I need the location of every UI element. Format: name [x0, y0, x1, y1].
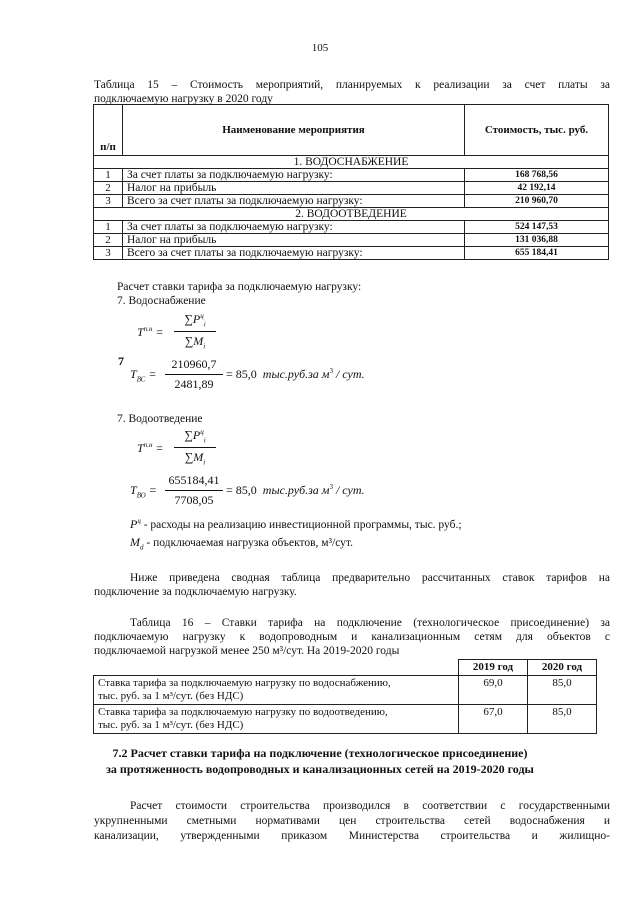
table-row — [94, 182, 609, 195]
water-calc-lhs: $T_{ВС}$ = — [130, 367, 157, 384]
table16-header-row — [94, 660, 597, 676]
section-row — [94, 156, 609, 169]
water-formula-numerator: $\sum P^ц_i$ — [184, 312, 206, 329]
table-row — [94, 247, 609, 260]
water-calc-denominator: 2481,89 — [174, 377, 214, 391]
table15-caption-line2: подключаемую нагрузку в 2020 году — [94, 93, 273, 105]
table-row — [94, 169, 609, 182]
rate-value-2019: 69,0 — [459, 676, 528, 705]
fraction-bar — [174, 331, 216, 332]
row-name: Всего за счет платы за подключаемую нагрузку: — [123, 195, 465, 208]
year-header: 2019 год — [459, 660, 528, 676]
empty-header-cell — [94, 660, 459, 676]
row-value: 42 192,14 — [465, 182, 609, 195]
final-paragraph-line3: канализации, утвержденными приказом Министерства строительства и жилищно- — [94, 830, 610, 842]
row-name: За счет платы за подключаемую нагрузку: — [123, 221, 465, 234]
row-num: 2 — [94, 234, 123, 247]
table16-caption-line2: подключаемую нагрузку к водопроводным и канализационным сетям для объектов с — [94, 631, 610, 643]
fraction-bar — [165, 374, 223, 375]
formula-marker: 7 — [118, 354, 124, 368]
table15 — [93, 104, 609, 260]
fraction-bar — [174, 447, 216, 448]
section-title: 1. ВОДОСНАБЖЕНИЕ — [94, 156, 609, 169]
table15-header-row — [94, 105, 609, 156]
final-paragraph-line1: Расчет стоимости строительства производился в соответствии с государственными — [130, 800, 610, 812]
row-name: Всего за счет платы за подключаемую нагрузку: — [123, 247, 465, 260]
rate-value-2019: 67,0 — [459, 705, 528, 734]
rate-description: Ставка тарифа за подключаемую нагрузку по водоотведению, тыс. руб. за 1 м³/сут. (без НДС) — [94, 705, 459, 734]
fraction-bar — [165, 490, 223, 491]
calc-intro: Расчет ставки тарифа за подключаемую нагрузку: — [117, 281, 362, 293]
row-num: 3 — [94, 195, 123, 208]
rate-value-2020: 85,0 — [528, 676, 597, 705]
table16-caption-line3: подключаемой нагрузкой менее 250 м³/сут. На 2019-2020 годы — [94, 645, 400, 657]
sewer-calc-numerator: 655184,41 — [168, 473, 220, 487]
row-value: 168 768,56 — [465, 169, 609, 182]
row-value: 210 960,70 — [465, 195, 609, 208]
section-heading-line2: за протяженность водопроводных и канализационных сетей на 2019-2020 годы — [106, 762, 534, 776]
table15-caption-line1: Таблица 15 – Стоимость мероприятий, планируемых к реализации за счет платы за — [94, 79, 610, 91]
row-num: 1 — [94, 221, 123, 234]
row-value: 655 184,41 — [465, 247, 609, 260]
table-row — [94, 221, 609, 234]
water-formula-lhs: $T^{п.н}$ = — [137, 325, 164, 339]
summary-paragraph-line2: подключение за подключаемую нагрузку. — [94, 586, 297, 598]
sewer-calc-lhs: $T_{ВО}$ = — [130, 483, 157, 500]
section-row — [94, 208, 609, 221]
row-num: 3 — [94, 247, 123, 260]
row-name: Налог на прибыль — [123, 234, 465, 247]
sewer-formula-lhs: $T^{п.н}$ = — [137, 441, 164, 455]
rate-value-2020: 85,0 — [528, 705, 597, 734]
row-value: 131 036,88 — [465, 234, 609, 247]
row-name: За счет платы за подключаемую нагрузку: — [123, 169, 465, 182]
table16-caption-line1: Таблица 16 – Ставки тарифа на подключение (технологическое присоединение) за — [130, 617, 610, 629]
water-heading: 7. Водоснабжение — [117, 295, 206, 307]
row-name: Налог на прибыль — [123, 182, 465, 195]
rate-description: Ставка тарифа за подключаемую нагрузку по водоснабжению, тыс. руб. за 1 м³/сут. (без НДС) — [94, 676, 459, 705]
summary-paragraph-line1: Ниже приведена сводная таблица предварительно рассчитанных ставок тарифов на — [130, 572, 610, 584]
table-row — [94, 195, 609, 208]
sewer-calc-denominator: 7708,05 — [174, 493, 214, 507]
final-paragraph-line2: укрупненными сметными нормативами цен строительства сетей водоснабжения и — [94, 815, 610, 827]
year-header: 2020 год — [528, 660, 597, 676]
header-name: Наименование мероприятия — [123, 105, 465, 156]
legend-item: $P^ц$ - расходы на реализацию инвестиционной программы, тыс. руб.; — [130, 517, 462, 531]
section-heading-line1: 7.2 Расчет ставки тарифа на подключение (технологическое присоединение) — [112, 746, 528, 760]
water-calc-numerator: 210960,7 — [171, 357, 217, 371]
sewer-calc-result: = 85,0 тыс.руб.за $м^3$ / сут. — [226, 483, 365, 497]
page-number: 105 — [311, 42, 329, 54]
table-row — [94, 705, 597, 734]
table16 — [93, 659, 597, 734]
sewer-formula-denominator: $\sum M_i$ — [184, 450, 206, 467]
water-formula-denominator: $\sum M_i$ — [184, 334, 206, 351]
header-cost: Стоимость, тыс. руб. — [465, 105, 609, 156]
sewer-formula-numerator: $\sum P^ц_i$ — [184, 428, 206, 445]
header-num: п/п — [94, 105, 123, 156]
row-num: 1 — [94, 169, 123, 182]
table-row — [94, 676, 597, 705]
water-calc-result: = 85,0 тыс.руб.за $м^3$ / сут. — [226, 367, 365, 381]
section-title: 2. ВОДООТВЕДЕНИЕ — [94, 208, 609, 221]
row-value: 524 147,53 — [465, 221, 609, 234]
sewer-heading: 7. Водоотведение — [117, 413, 203, 425]
legend-item: $M_d$ - подключаемая нагрузка объектов, м³/сут. — [130, 535, 353, 552]
table-row — [94, 234, 609, 247]
row-num: 2 — [94, 182, 123, 195]
